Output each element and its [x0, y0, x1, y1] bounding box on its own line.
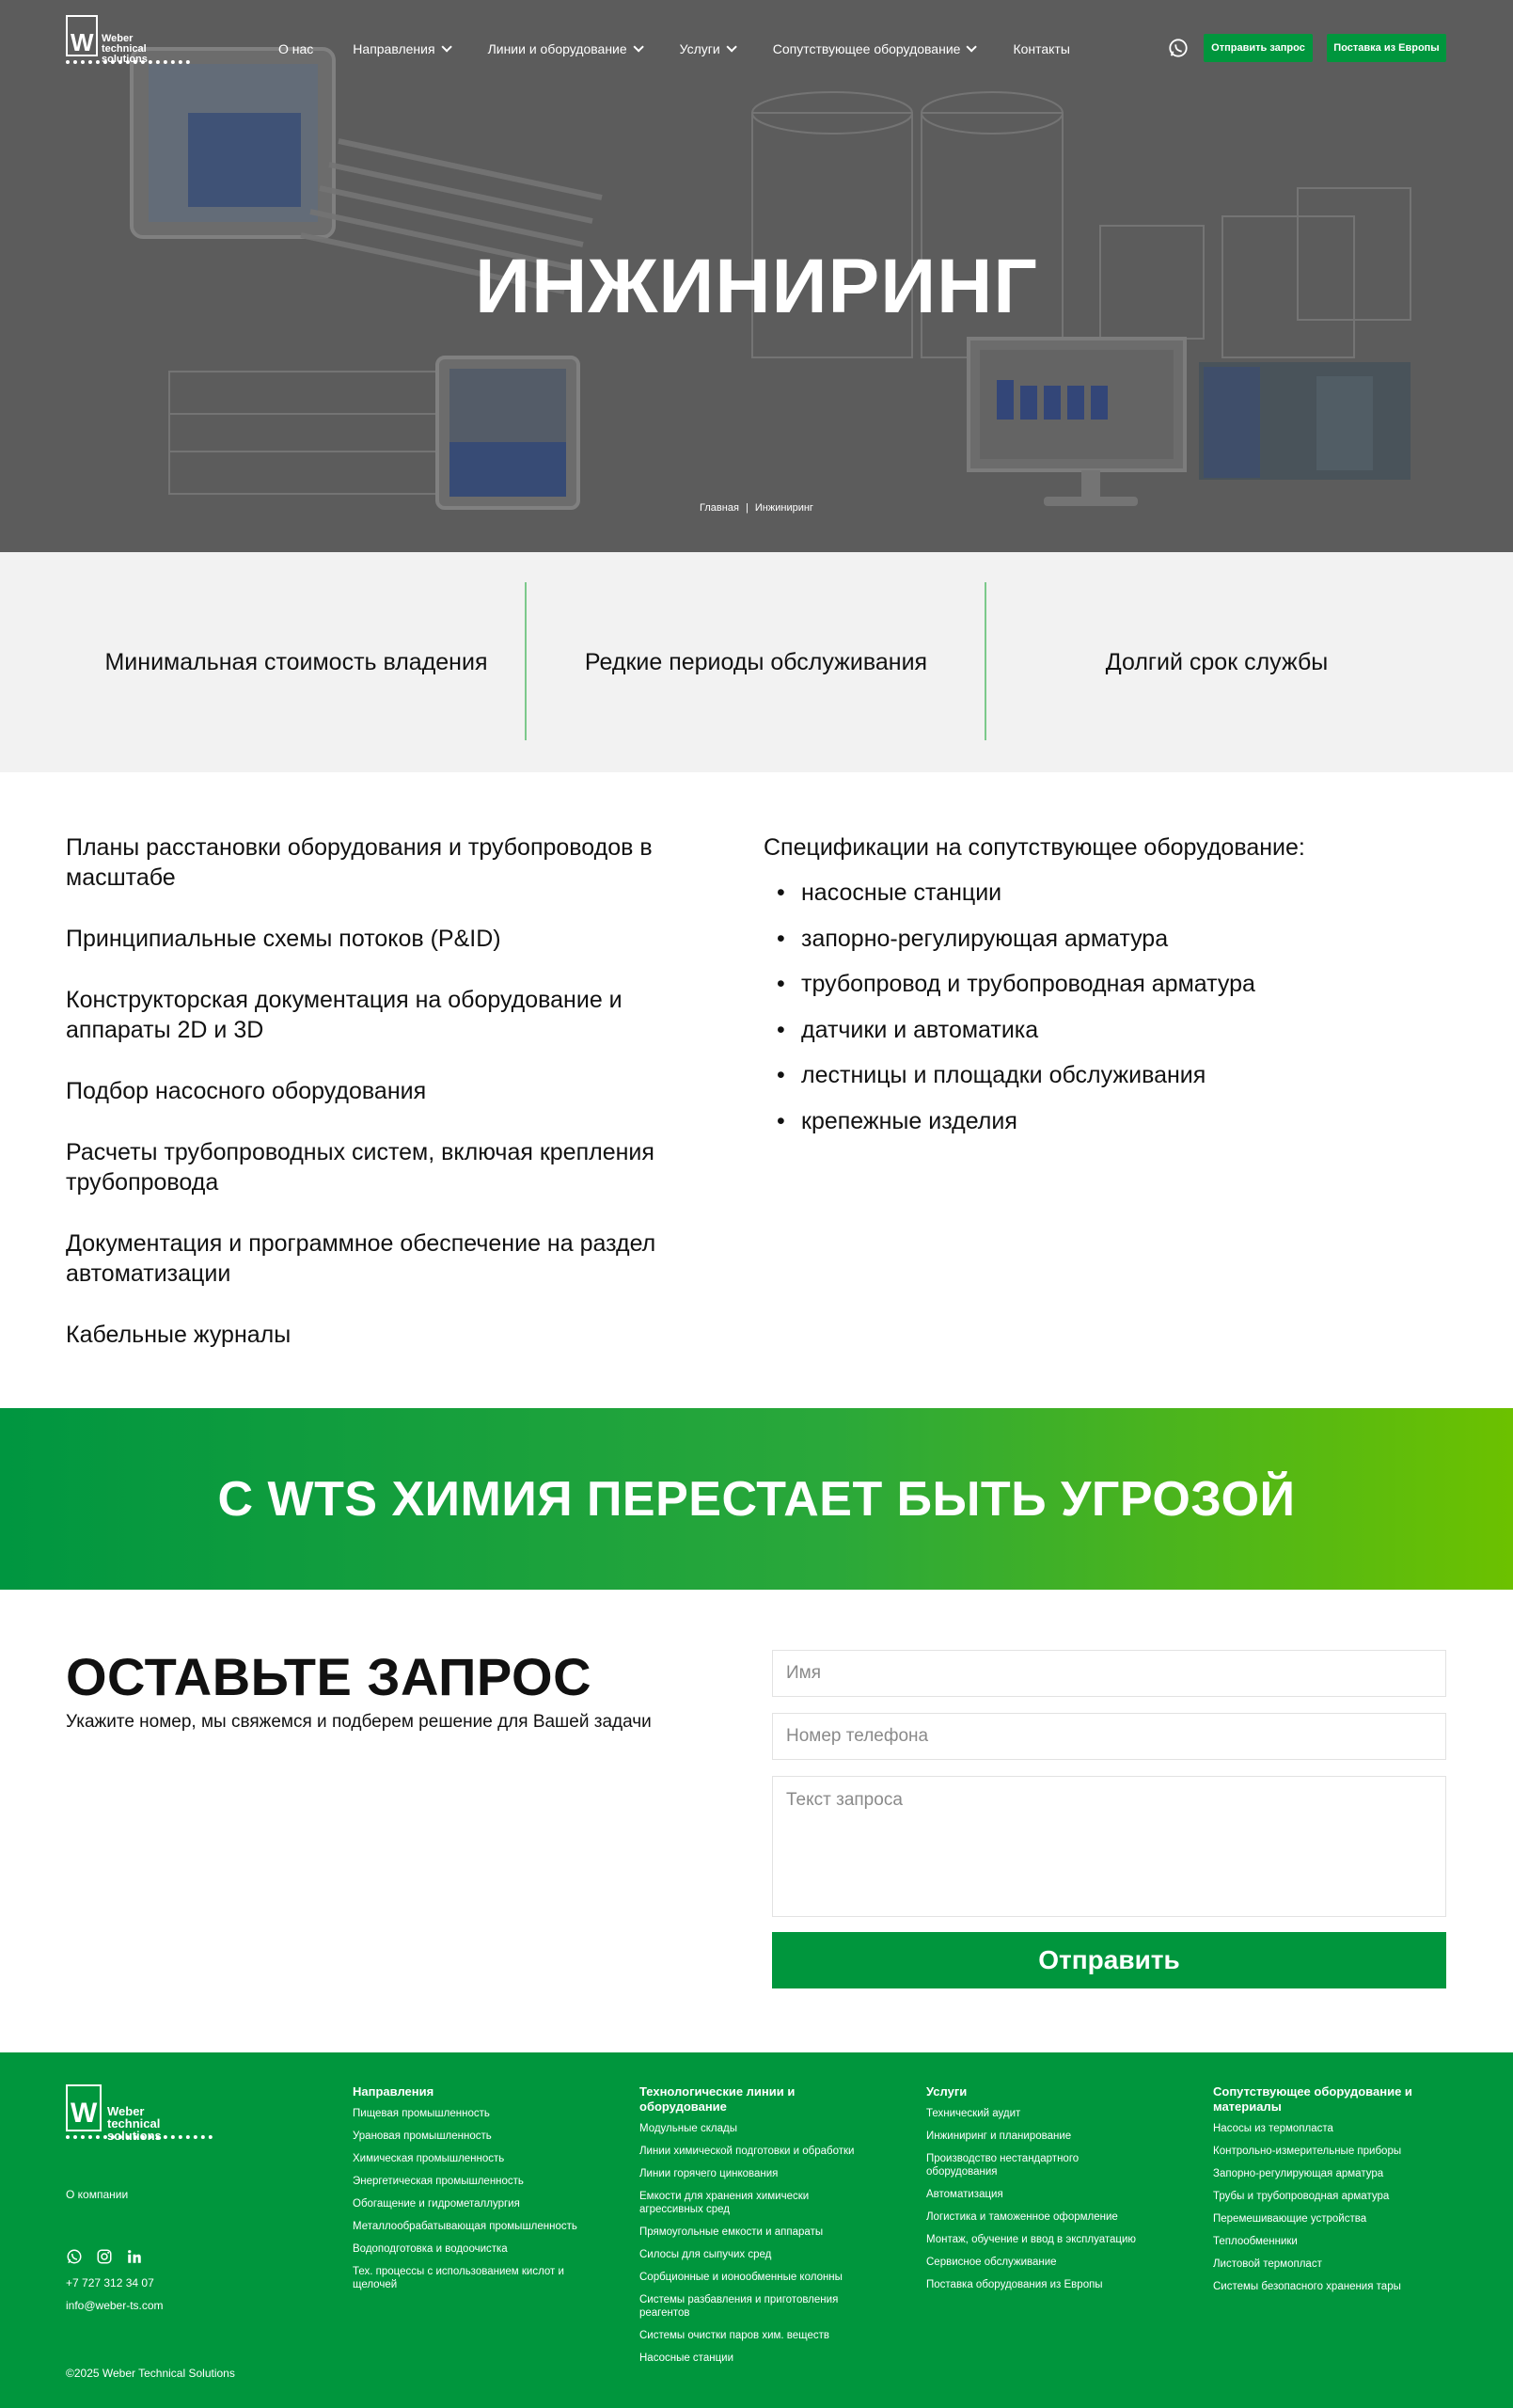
breadcrumb-separator: | [745, 502, 749, 514]
footer-link[interactable]: Сервисное обслуживание [926, 2257, 1057, 2268]
footer-link[interactable]: Монтаж, обучение и ввод в эксплуатацию [926, 2234, 1137, 2245]
menu-item-lines[interactable]: Линии и оборудование [488, 41, 640, 56]
list-item: • датчики и автоматика [764, 1015, 1441, 1045]
footer-link[interactable]: Металлообрабатывающая промышленность [353, 2221, 577, 2232]
footer-link[interactable]: Технический аудит [926, 2108, 1021, 2119]
footer-link[interactable]: Листовой термопласт [1213, 2258, 1322, 2270]
list-item: Кабельные журналы [66, 1322, 292, 1348]
footer-col-lines [639, 2084, 865, 2374]
footer-link[interactable]: Насосы из термопласта [1213, 2123, 1333, 2134]
footer-col-title: Сопутствующее оборудование и материалы [1213, 2084, 1412, 2114]
logo-text: Weber technical solutions [107, 2104, 162, 2143]
footer-link[interactable]: Системы безопасного хранения тары [1213, 2281, 1401, 2292]
list-item: Документация и программное обеспечение на раздел автоматизации [66, 1230, 656, 1287]
footer-link[interactable]: Поставка оборудования из Европы [926, 2279, 1103, 2290]
footer-link[interactable]: Перемешивающие устройства [1213, 2213, 1367, 2225]
footer-link[interactable]: Теплообменники [1213, 2236, 1298, 2247]
list-item: • запорно-регулирующая арматура [764, 924, 1441, 954]
footer-link[interactable]: Прямоугольные емкости и аппараты [639, 2226, 824, 2238]
footer-link[interactable]: Контрольно-измерительные приборы [1213, 2146, 1402, 2157]
slogan-banner [0, 1408, 1513, 1590]
whatsapp-icon[interactable] [1168, 38, 1189, 58]
benefit-item: Минимальная стоимость владения [104, 648, 488, 675]
menu-item-contacts[interactable]: Контакты [1013, 41, 1070, 56]
footer-link[interactable]: Инжиниринг и планирование [926, 2131, 1072, 2142]
main-menu [278, 41, 1070, 56]
footer-link[interactable]: Запорно-регулирующая арматура [1213, 2168, 1384, 2179]
list-item: Конструкторская документация на оборудование и аппараты 2D и 3D [66, 987, 623, 1043]
menu-item-about[interactable]: О нас [278, 41, 314, 56]
list-item: Планы расстановки оборудования и трубопроводов в масштабе [66, 834, 653, 891]
list-item: • лестницы и площадки обслуживания [764, 1060, 1441, 1090]
footer-link[interactable]: Емкости для хранения химически агрессивных сред [639, 2191, 810, 2215]
footer-link[interactable]: Производство нестандартного оборудования [926, 2153, 1080, 2178]
send-request-button[interactable]: Отправить запрос [1204, 34, 1313, 62]
specifications [764, 832, 1441, 1151]
spec-title: Спецификации на сопутствующее оборудование: [764, 834, 1305, 861]
footer-link[interactable]: Линии горячего цинкования [639, 2168, 779, 2179]
copyright: ©2025 Weber Technical Solutions [66, 2367, 235, 2380]
footer-col-services [926, 2084, 1152, 2301]
list-item: Принципиальные схемы потоков (P&ID) [66, 926, 501, 952]
request-text-input[interactable] [772, 1776, 1446, 1917]
request-subtitle: Укажите номер, мы свяжемся и подберем решение для Вашей задачи [66, 1712, 652, 1732]
footer-link[interactable]: Линии химической подготовки и обработки [639, 2146, 855, 2157]
footer-link[interactable]: Силосы для сыпучих сред [639, 2249, 772, 2260]
page-title: ИНЖИНИРИНГ [475, 244, 1038, 329]
phone-input[interactable] [772, 1713, 1446, 1760]
whatsapp-icon[interactable] [66, 2248, 83, 2265]
footer-col-title: Услуги [926, 2084, 968, 2099]
instagram-icon[interactable] [96, 2248, 113, 2265]
logo-mark: W [66, 15, 98, 56]
list-item: Подбор насосного оборудования [66, 1078, 427, 1104]
footer-email[interactable]: info@weber-ts.com [66, 2299, 164, 2312]
footer-about-link[interactable]: О компании [66, 2188, 129, 2201]
request-title: ОСТАВЬТЕ ЗАПРОС [66, 1647, 592, 1706]
chevron-down-icon [441, 41, 451, 52]
list-item: • насосные станции [764, 878, 1441, 908]
footer-link[interactable]: Трубы и трубопроводная арматура [1213, 2191, 1390, 2202]
services-list [66, 832, 724, 1381]
footer-link[interactable]: Системы разбавления и приготовления реагентов [639, 2294, 839, 2319]
footer-link[interactable]: Энергетическая промышленность [353, 2176, 524, 2187]
name-input[interactable] [772, 1650, 1446, 1697]
footer-link[interactable]: Обогащение и гидрометаллургия [353, 2198, 520, 2210]
chevron-down-icon [726, 41, 736, 52]
footer-logo[interactable] [66, 2084, 213, 2143]
social-links [66, 2248, 143, 2265]
benefit-item: Редкие периоды обслуживания [584, 648, 928, 675]
breadcrumb-home[interactable]: Главная [700, 502, 739, 514]
footer-link[interactable]: Водоподготовка и водоочистка [353, 2243, 508, 2255]
breadcrumb [0, 502, 1513, 514]
footer-col-related-equipment [1213, 2084, 1439, 2303]
list-item: • трубопровод и трубопроводная арматура [764, 969, 1441, 999]
menu-item-related-equipment[interactable]: Сопутствующее оборудование [773, 41, 974, 56]
footer-col-title: Технологические линии и оборудование [639, 2084, 796, 2114]
logo-text: Weber technical solutions [102, 33, 148, 65]
list-item: Расчеты трубопроводных систем, включая крепления трубопровода [66, 1139, 654, 1196]
footer-link[interactable]: Химическая промышленность [353, 2153, 505, 2164]
spec-list [764, 878, 1441, 1136]
footer-link[interactable]: Модульные склады [639, 2123, 737, 2134]
linkedin-icon[interactable] [126, 2248, 143, 2265]
menu-item-directions[interactable]: Направления [353, 41, 448, 56]
footer-col-title: Направления [353, 2084, 434, 2099]
footer-link[interactable]: Пищевая промышленность [353, 2108, 490, 2119]
footer-link[interactable]: Сорбционные и ионообменные колонны [639, 2272, 843, 2283]
list-item: • крепежные изделия [764, 1106, 1441, 1136]
footer-phone[interactable]: +7 727 312 34 07 [66, 2276, 154, 2289]
request-section [0, 1590, 1513, 2052]
chevron-down-icon [967, 41, 977, 52]
submit-button[interactable]: Отправить [772, 1932, 1446, 1988]
breadcrumb-current: Инжиниринг [754, 502, 813, 514]
footer-link[interactable]: Логистика и таможенное оформление [926, 2211, 1118, 2223]
logo-mark: W [66, 2084, 102, 2131]
footer-link[interactable]: Автоматизация [926, 2189, 1003, 2200]
logo-dots [66, 60, 190, 64]
footer-link[interactable]: Насосные станции [639, 2353, 734, 2364]
engineering-services [0, 772, 1513, 1408]
hero-banner [0, 0, 1513, 552]
footer-col-directions [353, 2084, 578, 2301]
menu-item-services[interactable]: Услуги [680, 41, 733, 56]
logo-dots [66, 2135, 213, 2139]
footer-link[interactable]: Системы очистки паров хим. веществ [639, 2330, 830, 2341]
top-navigation [0, 0, 1513, 98]
footer-link[interactable]: Тех. процессы с использованием кислот и щелочей [353, 2266, 564, 2290]
europe-supply-button[interactable]: Поставка из Европы [1327, 34, 1446, 62]
footer [0, 2052, 1513, 2408]
footer-link[interactable]: Урановая промышленность [353, 2131, 492, 2142]
benefit-item: Долгий срок службы [1105, 648, 1329, 675]
benefits-strip [0, 552, 1513, 772]
chevron-down-icon [633, 41, 643, 52]
logo[interactable] [66, 15, 190, 64]
slogan-text: С WTS ХИМИЯ ПЕРЕСТАЕТ БЫТЬ УГРОЗОЙ [217, 1471, 1296, 1527]
